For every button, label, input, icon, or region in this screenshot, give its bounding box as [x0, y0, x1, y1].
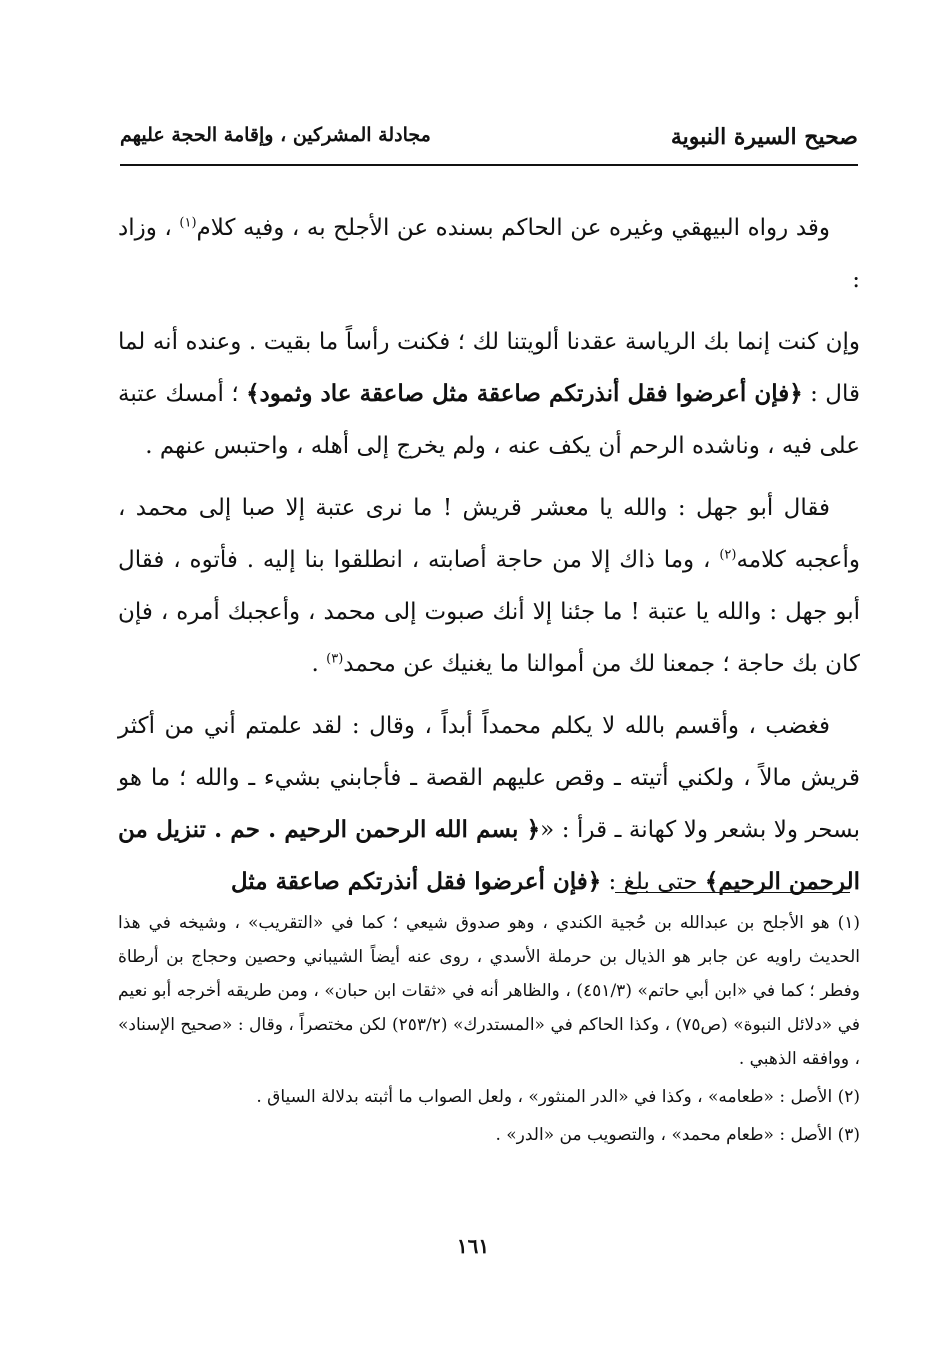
footnote-1: (١) هو الأجلح بن عبدالله بن حُجية الكندي ، وهو صدوق شيعي ؛ كما في «التقريب» ، وشيخه في هذا الحديث راويه عن جابر هو الذيال بن حرملة الأسدي ، روى عنه أيضاً الشيباني وحصين وحجاج بن أرطاة وفطر ؛ كما في «ابن أبي حاتم» (٤٥١/٣) ، والظاهر أنه في «ثقات ابن حبان» ، ومن طريقه أخرجه أبو نعيم في «دلائل النبوة» (ص٧٥) ، وكذا الحاكم في «المستدرك» (٢٥٣/٢) لكن مختصراً ، وقال : «صحيح الإسناد» ، ووافقه الذهبي .: [118, 913, 861, 1069]
quran-verse: ﴿فإن أعرضوا فقل أنذرتكم صاعقة مثل: [230, 868, 602, 895]
text-run: ، وما ذاك إلا من حاجة أصابته ، انطلقوا بنا إليه . فأتوه ، فقال أبو جهل : والله يا عتبة ! ما جئنا إلا أنك صبوت إلى محمد ، وأعجبك أمره ، فإن كان بك حاجة ؛ جمعنا لك من أموالنا ما يغنيك عن محمد: [118, 547, 860, 677]
footnote-ref-1: (١): [179, 215, 197, 231]
footnote-ref-2: (٢): [719, 547, 737, 563]
paragraph-1: [118, 202, 860, 306]
text-run: .: [311, 651, 327, 677]
footnote-ref-3: (٣): [326, 651, 344, 667]
text-run: وقد رواه البيهقي وغيره عن الحاكم بسنده عن الأجلح به ، وفيه كلام: [196, 215, 830, 241]
text-run: ؛ أمسك عتبة على فيه ، وناشده الرحم أن يكف عنه ، ولم يخرج إلى أهله ، واحتبس عنهم .: [118, 381, 860, 459]
quran-verse: ﴿فإن أعرضوا فقل أنذرتكم صاعقة مثل صاعقة عاد وثمود﴾: [246, 380, 803, 407]
book-title: صحيح السيرة النبوية: [670, 124, 858, 150]
text-run: فقال أبو جهل : والله يا معشر قريش ! ما نرى عتبة إلا صبا إلى محمد ، وأعجبه كلامه: [118, 495, 860, 573]
quran-verse: ﴿ بسم الله الرحمن الرحيم . حم . تنزيل من الرحمن الرحيم﴾: [118, 816, 860, 895]
text-run: ، وزاد :: [118, 215, 860, 293]
paragraph-4: [118, 700, 860, 908]
text-run: حتى بلغ :: [601, 869, 705, 895]
footnote-2: (٢) الأصل : «طعامه» ، وكذا في «الدر المنثور» ، ولعل الصواب ما أثبته بدلالة السياق .: [256, 1087, 860, 1107]
footnote-3: (٣) الأصل : «طعام محمد» ، والتصويب من «الدر» .: [495, 1125, 860, 1145]
paragraph-2: [118, 316, 860, 472]
chapter-title: مجادلة المشركين ، وإقامة الحجة عليهم: [120, 124, 431, 146]
text-run: وإن كنت إنما بك الرياسة عقدنا ألويتنا لك ؛ فكنت رأساً ما بقيت . وعنده أنه لما قال :: [118, 329, 860, 407]
running-header: [120, 124, 858, 160]
footnote-rule: [615, 892, 850, 893]
page-number: ١٦١: [456, 1234, 490, 1258]
text-run: فغضب ، وأقسم بالله لا يكلم محمداً أبداً ، وقال : لقد علمتم أني من أكثر قريش مالاً ، ولكني أتيته ـ وقص عليهم القصة ـ فأجابني بشيء ـ والله ؛ ما هو بسحر ولا بشعر ولا كهانة ـ قرأ : «: [118, 713, 861, 843]
paragraph-3: [118, 482, 860, 690]
main-text: [118, 202, 860, 918]
header-rule: [120, 164, 858, 166]
footnotes: [118, 906, 860, 1156]
